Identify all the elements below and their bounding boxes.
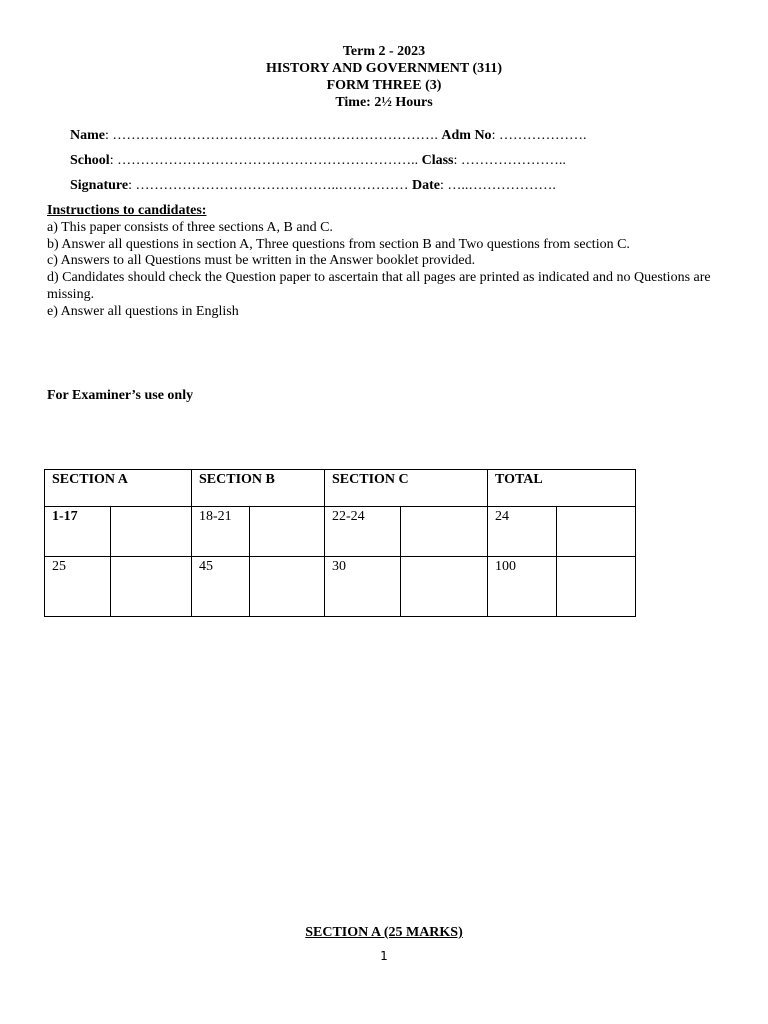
date-field[interactable]: : …..………………. (439, 178, 556, 193)
score-cell-section-b-2[interactable] (250, 557, 325, 617)
signature-field[interactable]: : ……………………………………..…………… (128, 178, 412, 193)
range-section-a: 1-17 (45, 507, 111, 557)
page-number: 1 (380, 949, 388, 963)
instruction-item: c) Answers to all Questions must be written in the Answer booklet provided. (47, 253, 476, 269)
form-line: FORM THREE (3) (326, 78, 442, 93)
instructions-block (47, 203, 727, 321)
adm-no-label: Adm No (441, 128, 492, 143)
name-adm-line (70, 128, 586, 144)
name-label: Name (70, 128, 105, 143)
score-cell-section-c-2[interactable] (401, 557, 488, 617)
subject-line: HISTORY AND GOVERNMENT (311) (265, 61, 503, 76)
adm-no-field[interactable]: : ………………. (491, 128, 587, 143)
signature-date-line (70, 178, 556, 194)
max-section-a: 25 (45, 557, 111, 617)
class-field[interactable]: : ………………….. (453, 153, 566, 168)
school-class-line (70, 153, 566, 169)
header-section-a: SECTION A (45, 470, 192, 507)
range-total: 24 (488, 507, 557, 557)
school-field[interactable]: : ……………………………………………………….. (109, 153, 422, 168)
class-label: Class (421, 153, 454, 168)
max-total: 100 (488, 557, 557, 617)
score-cell-section-a-2[interactable] (111, 557, 192, 617)
instruction-item: d) Candidates should check the Question paper to ascertain that all pages are printed as indicated and no Questions are missing. (47, 270, 711, 302)
range-section-c: 22-24 (325, 507, 401, 557)
signature-label: Signature (70, 178, 129, 193)
table-header-row (45, 470, 636, 507)
range-section-b: 18-21 (192, 507, 250, 557)
score-cell-section-b[interactable] (250, 507, 325, 557)
examiner-use-label: For Examiner’s use only (47, 388, 194, 403)
name-field[interactable]: : ……………………………………………………………. (105, 128, 442, 143)
section-a-title: SECTION A (25 MARKS) (305, 925, 463, 940)
marks-table (44, 469, 636, 617)
max-section-b: 45 (192, 557, 250, 617)
score-cell-total[interactable] (557, 507, 636, 557)
table-row (45, 557, 636, 617)
instruction-item: e) Answer all questions in English (47, 303, 239, 319)
header-section-b: SECTION B (192, 470, 325, 507)
date-label: Date (411, 178, 440, 193)
header-section-c: SECTION C (325, 470, 488, 507)
max-section-c: 30 (325, 557, 401, 617)
header-total: TOTAL (488, 470, 636, 507)
score-cell-section-c[interactable] (401, 507, 488, 557)
instruction-item: b) Answer all questions in section A, Three questions from section B and Two questions from section C. (47, 236, 630, 252)
score-cell-section-a[interactable] (111, 507, 192, 557)
score-cell-total-2[interactable] (557, 557, 636, 617)
table-row (45, 507, 636, 557)
term-line: Term 2 - 2023 (342, 44, 426, 59)
instruction-item: a) This paper consists of three sections A, B and C. (47, 219, 333, 235)
time-line: Time: 2½ Hours (335, 95, 433, 110)
instructions-title: Instructions to candidates: (47, 203, 207, 218)
exam-header (0, 43, 768, 111)
school-label: School (70, 153, 110, 168)
